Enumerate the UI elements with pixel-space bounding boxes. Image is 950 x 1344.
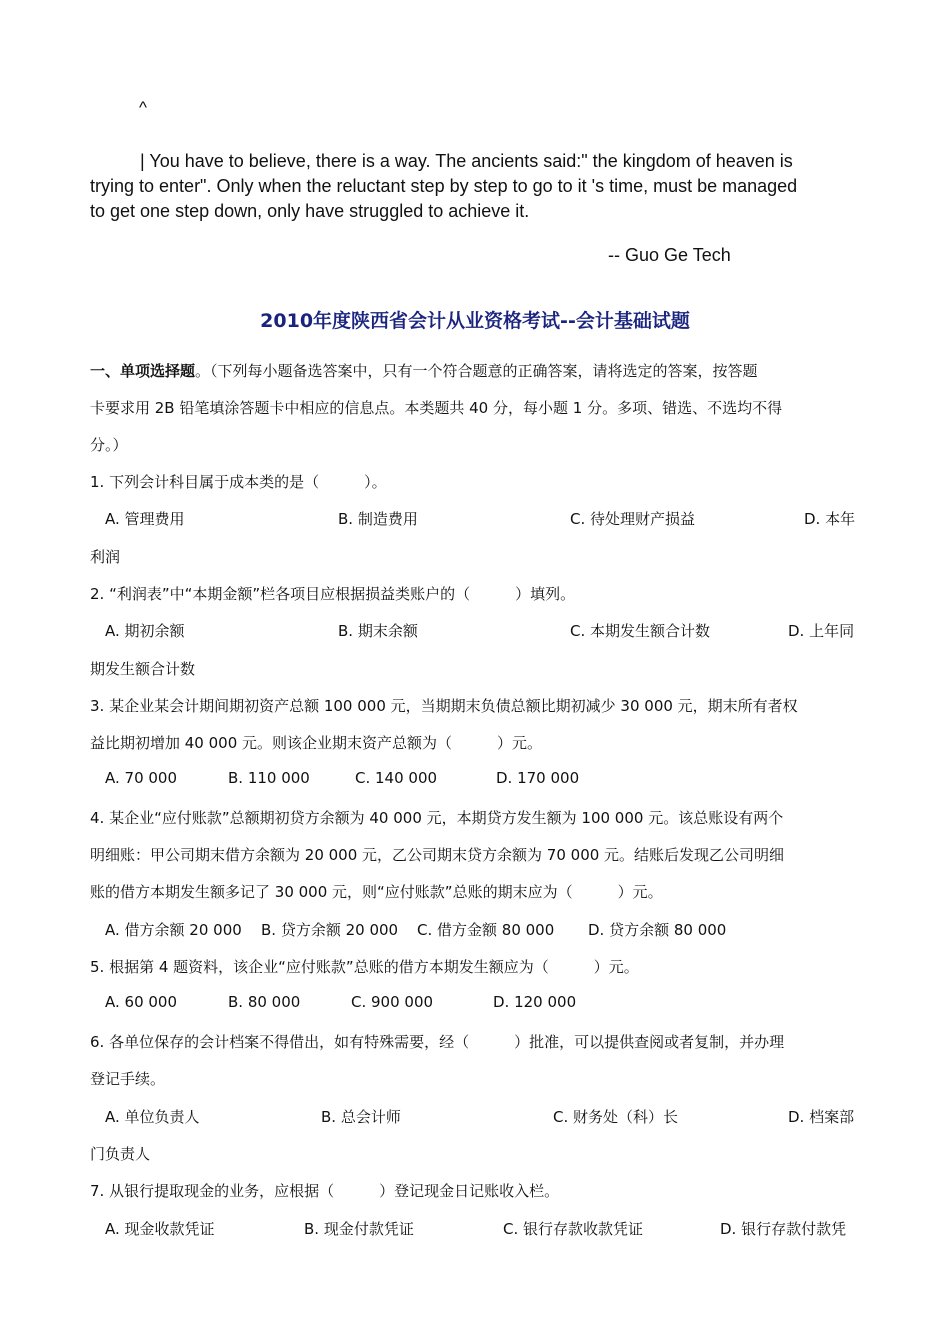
question-4-option-b: B. 贷方余额 20 000 [261, 921, 399, 939]
question-1-option-a: A. 管理费用 [105, 510, 185, 528]
question-4-stem-line-1: 4. 某企业“应付账款”总额期初贷方余额为 40 000 元，本期贷方发生额为 100 000 元。该总账设有两个 [90, 809, 784, 827]
question-3-option-b: B. 110 000 [228, 769, 310, 787]
quote-line-1: | You have to believe, there is a way. The ancients said:" the kingdom of heaven is [140, 151, 793, 171]
question-4-stem-line-3: 账的借方本期发生额多记了 30 000 元，则“应付账款”总账的期末应为（ ）元。 [90, 883, 663, 901]
section-instructions-line-3: 分。） [90, 436, 128, 454]
question-5-option-c: C. 900 000 [351, 993, 434, 1011]
question-5-stem: 5. 根据第 4 题资料，该企业“应付账款”总账的借方本期发生额应为（ ）元。 [90, 958, 639, 976]
question-6-option-d: D. 档案部 [788, 1108, 855, 1126]
question-3-option-d: D. 170 000 [496, 769, 580, 787]
question-3-option-c: C. 140 000 [355, 769, 438, 787]
question-5-option-b: B. 80 000 [228, 993, 301, 1011]
question-7-option-a: A. 现金收款凭证 [105, 1220, 215, 1238]
question-2-option-d-wrap: 期发生额合计数 [90, 660, 196, 678]
question-7-stem: 7. 从银行提取现金的业务，应根据（ ）登记现金日记账收入栏。 [90, 1182, 560, 1200]
question-1-option-b: B. 制造费用 [338, 510, 418, 528]
question-2-option-d: D. 上年同 [788, 622, 855, 640]
section-instruction-text: 。（下列每小题备选答案中，只有一个符合题意的正确答案，请将选定的答案，按答题 [195, 362, 758, 380]
question-1-stem: 1. 下列会计科目属于成本类的是（ ）。 [90, 473, 387, 491]
question-1-option-d-wrap: 利润 [90, 548, 121, 566]
question-4-stem-line-2: 明细账：甲公司期末借方余额为 20 000 元，乙公司期末贷方余额为 70 000 元。结账后发现乙公司明细 [90, 846, 785, 864]
question-4-option-c: C. 借方金额 80 000 [417, 921, 555, 939]
section-instructions-line-2: 卡要求用 2B 铅笔填涂答题卡中相应的信息点。本类题共 40 分，每小题 1 分。多项、错选、不选均不得 [90, 399, 783, 417]
question-2-stem: 2. “利润表”中“本期金额”栏各项目应根据损益类账户的（ ）填列。 [90, 585, 576, 603]
question-2-option-c: C. 本期发生额合计数 [570, 622, 711, 640]
question-5-option-d: D. 120 000 [493, 993, 577, 1011]
section-heading: 一、单项选择题 [90, 362, 196, 380]
caret-mark: ^ [139, 98, 147, 117]
question-2-option-b: B. 期末余额 [338, 622, 418, 640]
question-3-option-a: A. 70 000 [105, 769, 178, 787]
question-6-option-b: B. 总会计师 [321, 1108, 401, 1126]
question-7-option-c: C. 银行存款收款凭证 [503, 1220, 644, 1238]
question-4-option-a: A. 借方余额 20 000 [105, 921, 242, 939]
question-1-option-c: C. 待处理财产损益 [570, 510, 696, 528]
question-7-option-d: D. 银行存款付款凭 [720, 1220, 847, 1238]
question-3-stem-line-1: 3. 某企业某会计期间期初资产总额 100 000 元，当期期末负债总额比期初减少 30 000 元，期末所有者权 [90, 697, 798, 715]
question-6-stem-line-2: 登记手续。 [90, 1070, 166, 1088]
question-6-option-c: C. 财务处（科）长 [553, 1108, 679, 1126]
question-6-option-a: A. 单位负责人 [105, 1108, 200, 1126]
question-1-option-d: D. 本年 [804, 510, 856, 528]
question-4-option-d: D. 贷方余额 80 000 [588, 921, 727, 939]
quote-attribution: -- Guo Ge Tech [608, 245, 731, 265]
question-7-option-b: B. 现金付款凭证 [304, 1220, 414, 1238]
question-2-option-a: A. 期初余额 [105, 622, 185, 640]
quote-line-3: to get one step down, only have struggled to achieve it. [90, 201, 530, 221]
question-6-option-d-wrap: 门负责人 [90, 1145, 151, 1163]
quote-line-2: trying to enter". Only when the reluctant step by step to go to it 's time, must be managed [90, 176, 798, 196]
question-3-stem-line-2: 益比期初增加 40 000 元。则该企业期末资产总额为（ ）元。 [90, 734, 543, 752]
question-5-option-a: A. 60 000 [105, 993, 178, 1011]
section-instructions-line-1 [90, 360, 758, 381]
question-6-stem-line-1: 6. 各单位保存的会计档案不得借出，如有特殊需要，经（ ）批准，可以提供查阅或者复制，并办理 [90, 1033, 785, 1051]
quote-block [90, 149, 860, 224]
exam-title: 2010年度陕西省会计从业资格考试--会计基础试题 [260, 310, 690, 332]
